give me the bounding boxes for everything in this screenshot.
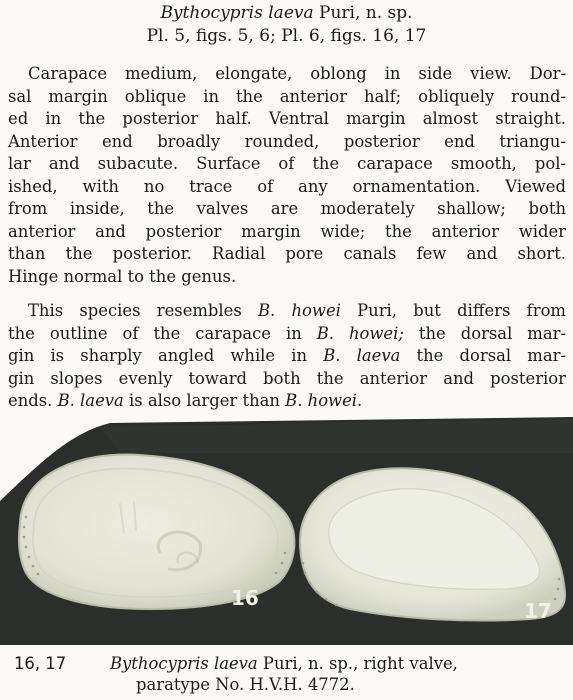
comparison-taxon: B. howei; (316, 323, 404, 343)
comparison-text: the dorsal mar- (400, 346, 566, 365)
comparison-taxon: B. howei (258, 301, 341, 320)
comparison-text: gin is sharply angled while in (8, 346, 324, 365)
caption-text: Puri, n. sp., right valve, (257, 654, 458, 673)
description-line: ished, with no trace of any ornamentation. Viewed (8, 176, 566, 196)
specimen-photograph (0, 413, 573, 645)
description-line: anterior and posterior margin wide; the anterior wider (8, 221, 566, 241)
comparison-text: the outline of the carapace in (8, 323, 317, 343)
comparison-line (8, 345, 566, 368)
comparison-paragraph (8, 300, 566, 413)
comparison-taxon: B. laeva (323, 346, 401, 365)
figure-label-16: 16 (231, 586, 259, 610)
description-line: ed in the posterior half. Ventral margin almost straight. (8, 109, 566, 128)
comparison-text: the dorsal mar- (403, 323, 566, 343)
species-name: Bythocypris laeva (160, 3, 314, 23)
comparison-line (8, 390, 566, 413)
comparison-line (8, 323, 566, 346)
caption-species: Bythocypris laeva (110, 654, 258, 673)
description-line: lar and subacute. Surface of the carapace smooth, pol- (8, 154, 566, 173)
comparison-text: . (357, 391, 363, 410)
comparison-taxon: B. howei (285, 391, 358, 410)
description-line: Hinge normal to the genus. (8, 266, 237, 286)
description-line: from inside, the valves are moderately shallow; both (8, 199, 566, 218)
comparison-text: is also larger than (123, 391, 286, 410)
comparison-text: ends. (8, 391, 58, 410)
plate-reference: Pl. 5, figs. 5, 6; Pl. 6, figs. 16, 17 (146, 26, 427, 46)
species-heading (0, 2, 573, 24)
comparison-taxon: B. laeva (57, 391, 124, 410)
figure-label-17: 17 (524, 599, 552, 623)
description-line: sal margin oblique in the anterior half; obliquely round- (8, 86, 566, 106)
comparison-text: Puri, but differs from (340, 301, 566, 320)
description-line: than the posterior. Radial pore canals few and short. (8, 244, 566, 263)
description-line: Anterior end broadly rounded, posterior end triangu- (8, 131, 566, 151)
comparison-text: This species resembles (28, 301, 259, 320)
caption-line-2: paratype No. H.V.H. 4772. (136, 675, 355, 694)
comparison-line: gin slopes evenly toward both the anterior and posterior (8, 368, 566, 388)
caption-line-1 (110, 653, 458, 674)
comparison-line (8, 300, 566, 323)
specimen-plate (0, 413, 573, 645)
caption-figure-numbers: 16, 17 (14, 654, 67, 673)
description-paragraph (8, 63, 566, 288)
species-author: Puri, n. sp. (313, 3, 413, 23)
description-line: Carapace medium, elongate, oblong in side view. Dor- (28, 64, 566, 83)
